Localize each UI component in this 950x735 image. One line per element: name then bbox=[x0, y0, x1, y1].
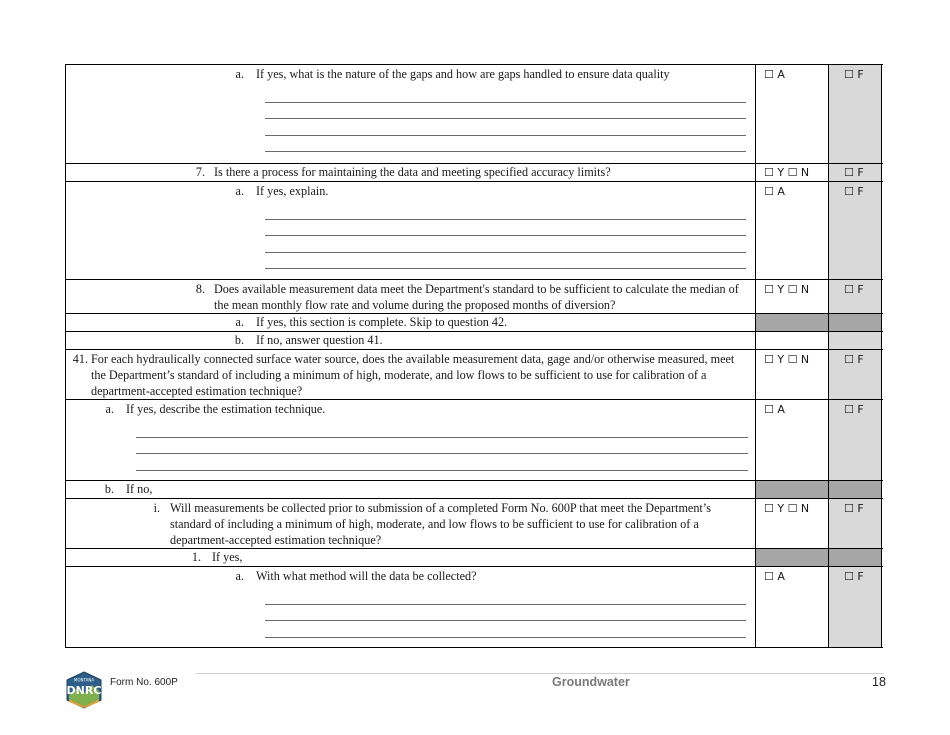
question-text: If yes, what is the nature of the gaps and how are gaps handled to ensure data quality bbox=[256, 67, 670, 81]
shaded-cell bbox=[756, 481, 829, 498]
svg-text:MONTANA: MONTANA bbox=[73, 677, 95, 683]
question-text: If no, bbox=[126, 482, 153, 496]
question-cell bbox=[65, 481, 756, 498]
footer-divider bbox=[196, 673, 884, 674]
question-cell bbox=[65, 314, 756, 331]
question-text: If yes, describe the estimation technique. bbox=[126, 402, 326, 416]
answer-lines[interactable] bbox=[265, 86, 746, 152]
question-text: If yes, bbox=[212, 550, 243, 564]
flag-checkbox[interactable]: ☐ F bbox=[829, 164, 882, 181]
item-label: 1. bbox=[191, 550, 201, 564]
question-cell bbox=[65, 400, 756, 480]
flag-checkbox[interactable]: ☐ F bbox=[829, 280, 882, 313]
question-text: Does available measurement data meet the Department's standard to be sufficient to calculate the median of the mean monthly flow rate and volume during the proposed months of diversion? bbox=[214, 282, 739, 312]
form-table bbox=[65, 64, 883, 648]
flag-checkbox[interactable]: ☐ F bbox=[829, 567, 882, 647]
item-label: a. bbox=[235, 184, 244, 198]
yes-no-checkbox[interactable]: ☐ Y ☐ N bbox=[756, 280, 829, 313]
item-label: i. bbox=[153, 501, 160, 515]
response-checkbox[interactable]: ☐ A bbox=[756, 400, 829, 480]
question-cell bbox=[65, 280, 756, 313]
table-row bbox=[65, 498, 883, 548]
response-checkbox[interactable]: ☐ A bbox=[756, 182, 829, 279]
answer-lines[interactable] bbox=[265, 203, 746, 269]
yes-no-checkbox[interactable]: ☐ Y ☐ N bbox=[756, 350, 829, 399]
page-number: 18 bbox=[872, 675, 886, 689]
section-title: Groundwater bbox=[552, 675, 630, 689]
flag-checkbox[interactable]: ☐ F bbox=[829, 400, 882, 480]
item-label: b. bbox=[234, 333, 244, 347]
dnrc-logo bbox=[64, 671, 104, 709]
table-row bbox=[65, 349, 883, 399]
shaded-cell bbox=[829, 481, 882, 498]
item-label: 8. bbox=[195, 282, 205, 296]
item-label: a. bbox=[235, 315, 244, 329]
question-cell bbox=[65, 164, 756, 181]
table-row bbox=[65, 163, 883, 181]
table-row bbox=[65, 181, 883, 279]
shaded-cell bbox=[756, 549, 829, 566]
question-cell bbox=[65, 499, 756, 548]
yes-no-checkbox[interactable]: ☐ Y ☐ N bbox=[756, 164, 829, 181]
table-row bbox=[65, 399, 883, 480]
table-row bbox=[65, 548, 883, 566]
question-text: Will measurements be collected prior to submission of a completed Form No. 600P that meet the Department’s standard of including a minimum of high, moderate, and low flows to be sufficient to use for calibration of a department-accepted estimation technique? bbox=[170, 501, 711, 547]
question-text: If yes, explain. bbox=[256, 184, 329, 198]
form-number: Form No. 600P bbox=[110, 677, 178, 688]
flag-checkbox[interactable]: ☐ F bbox=[829, 499, 882, 548]
empty-cell bbox=[829, 332, 882, 349]
question-text: If no, answer question 41. bbox=[256, 333, 383, 347]
table-row bbox=[65, 480, 883, 498]
page-footer bbox=[0, 665, 950, 725]
question-text: If yes, this section is complete. Skip to question 42. bbox=[256, 315, 508, 329]
table-row bbox=[65, 313, 883, 331]
yes-no-checkbox[interactable]: ☐ Y ☐ N bbox=[756, 499, 829, 548]
empty-cell bbox=[756, 332, 829, 349]
item-label: 7. bbox=[195, 165, 205, 179]
table-row bbox=[65, 331, 883, 349]
question-cell bbox=[65, 350, 756, 399]
question-cell bbox=[65, 65, 756, 163]
table-row bbox=[65, 279, 883, 313]
question-cell bbox=[65, 549, 756, 566]
question-cell bbox=[65, 182, 756, 279]
table-row bbox=[65, 566, 883, 648]
question-cell bbox=[65, 332, 756, 349]
table-row bbox=[65, 64, 883, 163]
item-label: a. bbox=[235, 67, 244, 81]
question-text: For each hydraulically connected surface water source, does the available measurement data, gage and/or otherwise measured, meet the Department’s standard of including a minimum of high, moderate, and low flows to be sufficient to use for calibration of a department-accepted estimation technique? bbox=[91, 352, 735, 398]
response-checkbox[interactable]: ☐ A bbox=[756, 567, 829, 647]
response-checkbox[interactable]: ☐ A bbox=[756, 65, 829, 163]
flag-checkbox[interactable]: ☐ F bbox=[829, 182, 882, 279]
flag-checkbox[interactable]: ☐ F bbox=[829, 65, 882, 163]
shaded-cell bbox=[829, 549, 882, 566]
item-label: 41. bbox=[72, 352, 88, 366]
shaded-cell bbox=[829, 314, 882, 331]
answer-lines[interactable] bbox=[136, 421, 748, 471]
question-text: With what method will the data be collected? bbox=[256, 569, 477, 583]
item-label: a. bbox=[105, 402, 114, 416]
question-cell bbox=[65, 567, 756, 647]
flag-checkbox[interactable]: ☐ F bbox=[829, 350, 882, 399]
answer-lines[interactable] bbox=[265, 588, 746, 638]
item-label: b. bbox=[104, 482, 114, 496]
item-label: a. bbox=[235, 569, 244, 583]
question-text: Is there a process for maintaining the data and meeting specified accuracy limits? bbox=[214, 165, 611, 179]
svg-text:DNRC: DNRC bbox=[66, 684, 102, 697]
shaded-cell bbox=[756, 314, 829, 331]
